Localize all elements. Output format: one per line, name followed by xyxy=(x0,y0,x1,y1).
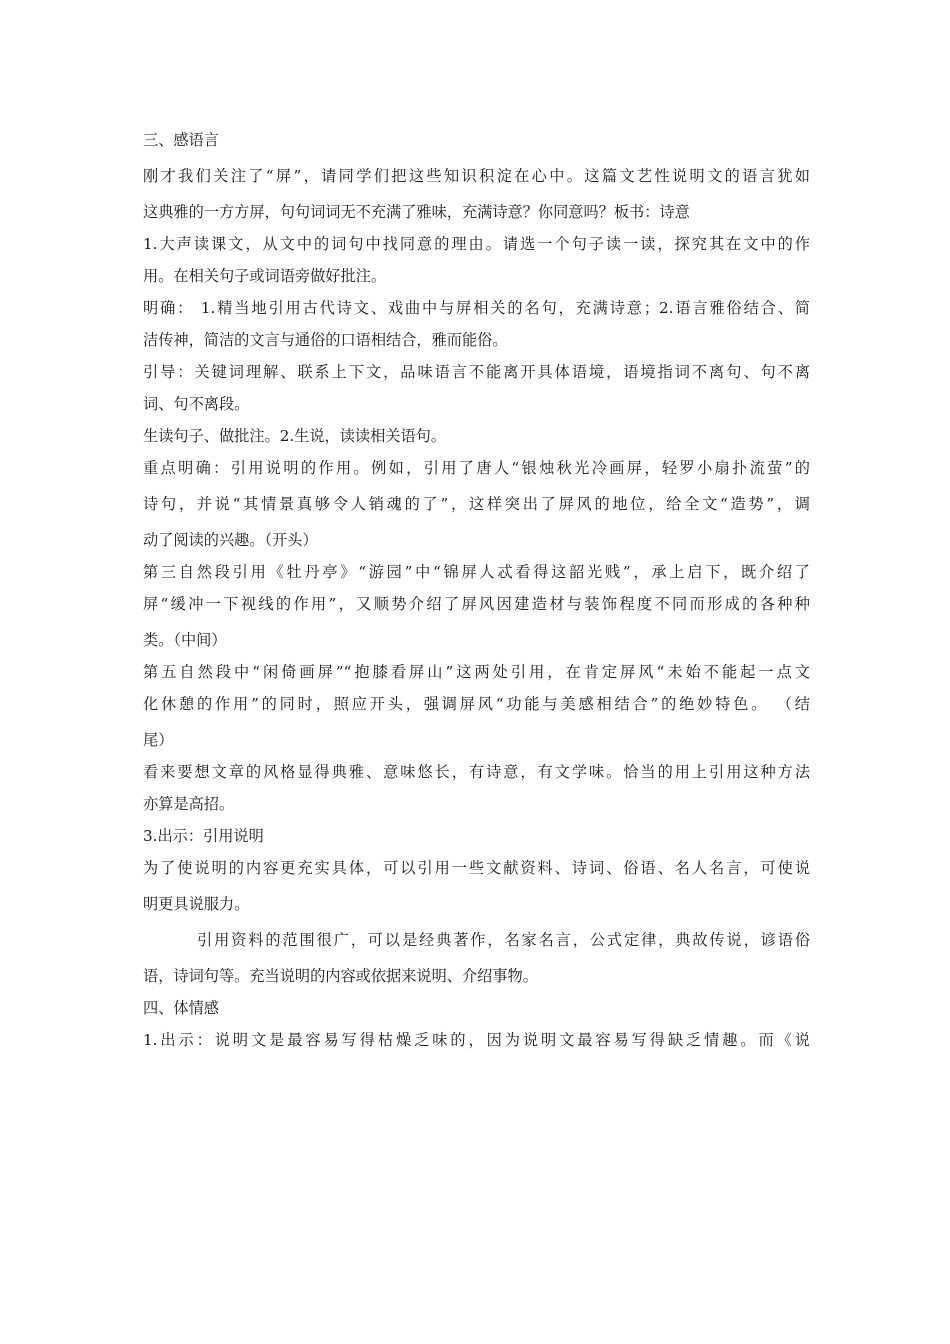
paragraph-line: 动了阅读的兴趣。（开头） xyxy=(143,531,318,549)
section-heading: 四、体情感 xyxy=(143,999,219,1017)
paragraph-line: 用。在相关句子或词语旁做好批注。 xyxy=(143,267,386,285)
paragraph-line: 明确： 1.精当地引用古代诗文、戏曲中与屏相关的名句，充满诗意；2.语言雅俗结合、简 xyxy=(143,299,810,317)
section-heading: 三、感语言 xyxy=(143,131,219,149)
paragraph-line: 生读句子、做批注。2.生说，读读相关语句。 xyxy=(143,427,447,445)
paragraph-line: 洁传神，简洁的文言与通俗的口语相结合，雅而能俗。 xyxy=(143,331,508,349)
paragraph-line: 类。（中间） xyxy=(143,631,227,649)
paragraph-line: 重点明确：引用说明的作用。例如，引用了唐人“银烛秋光冷画屏，轻罗小扇扑流萤”的 xyxy=(143,459,810,477)
paragraph-line: 1.出示：说明文是最容易写得枯燥乏味的，因为说明文最容易写得缺乏情趣。而《说 xyxy=(143,1031,810,1049)
paragraph-line: 为了使说明的内容更充实具体，可以引用一些文献资料、诗词、俗语、名人名言，可使说 xyxy=(143,859,810,877)
paragraph-line: 第三自然段引用《牡丹亭》“游园”中“锦屏人忒看得这韶光贱”，承上启下，既介绍了 xyxy=(143,563,810,581)
paragraph-line: 第五自然段中“闲倚画屏”“抱膝看屏山”这两处引用，在肯定屏风“未始不能起一点文 xyxy=(143,663,810,681)
paragraph-line: 刚才我们关注了“屏”，请同学们把这些知识积淀在心中。这篇文艺性说明文的语言犹如 xyxy=(143,167,810,185)
paragraph-line: 明更具说服力。 xyxy=(143,895,250,913)
paragraph-line: 尾） xyxy=(143,731,174,749)
paragraph-line: 3.出示：引用说明 xyxy=(143,827,264,845)
paragraph-line: 引用资料的范围很广，可以是经典著作，名家名言，公式定律，典故传说，谚语俗 xyxy=(197,931,810,949)
paragraph-line: 亦算是高招。 xyxy=(143,795,235,813)
paragraph-line: 1.大声读课文，从文中的词句中找同意的理由。请选一个句子读一读，探究其在文中的作 xyxy=(143,235,810,253)
paragraph-line: 词、句不离段。 xyxy=(143,395,250,413)
paragraph-line: 这典雅的一方方屏，句句词词无不充满了雅味，充满诗意？你同意吗？板书：诗意 xyxy=(143,203,690,221)
paragraph-line: 化休憩的作用”的同时，照应开头，强调屏风“功能与美感相结合”的绝妙特色。 （结 xyxy=(143,695,810,713)
paragraph-line: 语，诗词句等。充当说明的内容或依据来说明、介绍事物。 xyxy=(143,967,538,985)
paragraph-line: 诗句，并说“其情景真够令人销魂的了”，这样突出了屏风的地位，给全文“造势”，调 xyxy=(143,495,810,513)
paragraph-line: 屏“缓冲一下视线的作用”，又顺势介绍了屏风因建造材与装饰程度不同而形成的各种种 xyxy=(143,595,810,613)
paragraph-line: 看来要想文章的风格显得典雅、意味悠长，有诗意，有文学味。恰当的用上引用这种方法 xyxy=(143,763,810,781)
paragraph-line: 引导：关键词理解、联系上下文，品味语言不能离开具体语境，语境指词不离句、句不离 xyxy=(143,363,810,381)
document-body xyxy=(143,122,810,1058)
